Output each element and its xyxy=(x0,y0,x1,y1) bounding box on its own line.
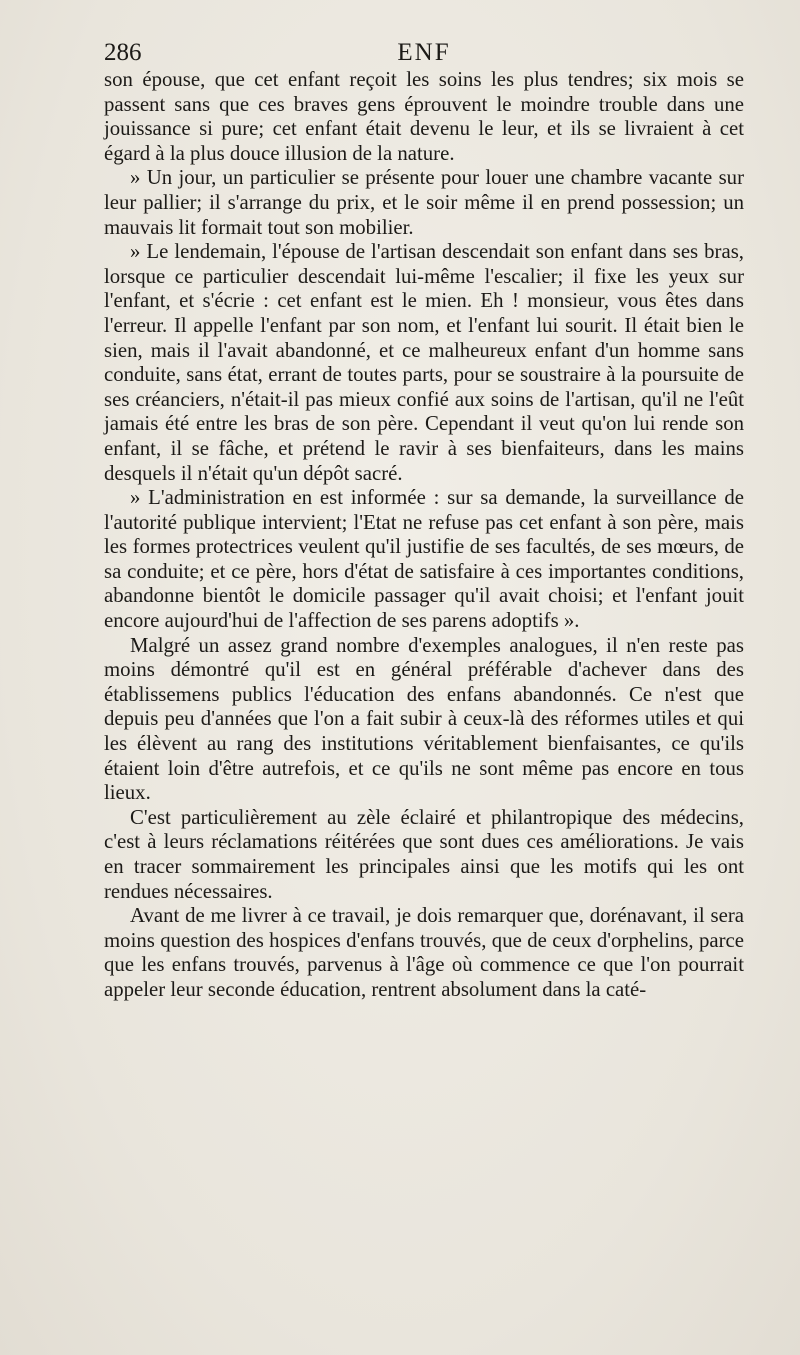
paragraph: Avant de me livrer à ce travail, je dois remarquer que, dorénavant, il sera moins question des hospices d'enfans trouvés, que de ceux d'orphelins, parce que les enfans trouvés, parvenus à l'âge où commence ce que l'on pourrait appeler leur seconde éducation, rentrent absolument dans la caté- xyxy=(104,904,744,1001)
paragraph: » L'administration en est informée : sur sa demande, la surveillance de l'autorité publique intervient; l'Etat ne refuse pas cet enfant à son père, mais les formes protectrices veulent qu'il justifie de ses facultés, de ses mœurs, de sa conduite; et ce père, hors d'état de satisfaire à ces importantes conditions, abandonne bientôt le domicile passager qu'il avait choisi; et l'enfant jouit encore aujourd'hui de l'affection de ses parens adoptifs ». xyxy=(104,486,744,633)
page-number: 286 xyxy=(104,39,142,66)
paragraph: Malgré un assez grand nombre d'exemples analogues, il n'en reste pas moins démontré qu'il est en général préférable d'achever dans des établissemens publics l'éducation des enfans abandonnés. Ce n'est que depuis peu d'années que l'on a fait subir à ceux-là des réformes utiles et qui les élèvent au rang des institutions véritablement bienfaisantes, ce qu'ils étaient loin d'être autrefois, et ce qu'ils ne sont même pas encore en tous lieux. xyxy=(104,633,744,805)
page-header xyxy=(104,38,744,68)
paragraph: son épouse, que cet enfant reçoit les soins les plus tendres; six mois se passent sans que ces braves gens éprouvent le moindre trouble dans une jouissance si pure; cet enfant était devenu le leur, et ils se livraient à cet égard à la plus douce illusion de la nature. xyxy=(104,68,744,165)
paragraph: » Un jour, un particulier se présente pour louer une chambre vacante sur leur pallier; il s'arrange du prix, et le soir même il en prend possession; un mauvais lit formait tout son mobilier. xyxy=(104,166,744,239)
paragraph: » Le lendemain, l'épouse de l'artisan descendait son enfant dans ses bras, lorsque ce particulier descendait lui-même l'escalier; il fixe les yeux sur l'enfant, et s'écrie : cet enfant est le mien. Eh ! monsieur, vous êtes dans l'erreur. Il appelle l'enfant par son nom, et l'enfant lui sourit. Il était bien le sien, mais il l'avait abandonné, et ce malheureux enfant d'un homme sans conduite, sans état, errant de toutes parts, pour se soustraire à la poursuite de ses créanciers, n'était-il pas mieux confié aux soins de l'artisan, qu'il ne l'eût jamais été entre les bras de son père. Cependant il veut qu'on lui rende son enfant, il se fâche, et prétend le ravir à ses bienfaiteurs, dans les mains desquels il n'était qu'un dépôt sacré. xyxy=(104,240,744,485)
running-head: ENF xyxy=(397,39,451,66)
body-text xyxy=(104,68,744,1003)
paragraph: C'est particulièrement au zèle éclairé et philantropique des médecins, c'est à leurs réclamations réitérées que sont dues ces améliorations. Je vais en tracer sommairement les principales ainsi que les motifs qui les ont rendues nécessaires. xyxy=(104,805,744,903)
